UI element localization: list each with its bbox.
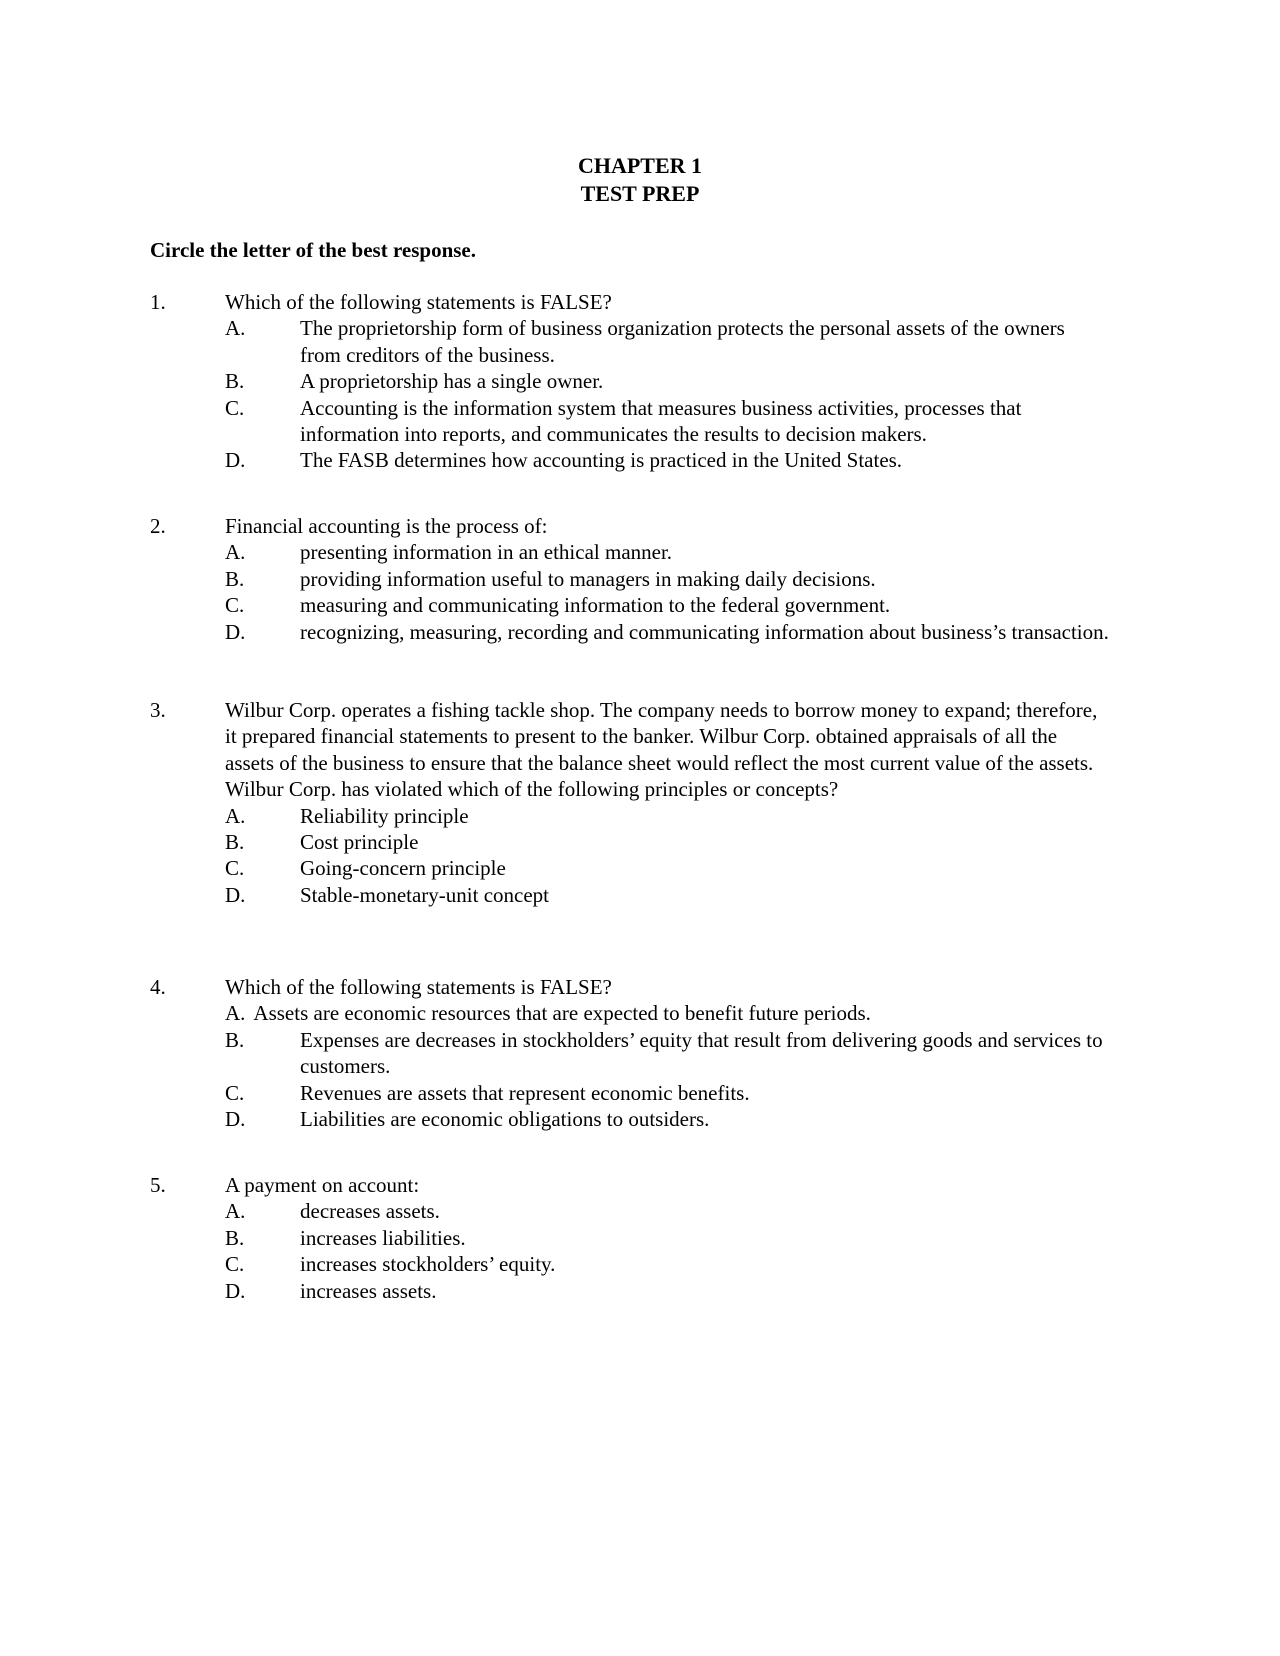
question-text: Financial accounting is the process of: (225, 514, 548, 538)
option-letter: D. (225, 882, 246, 907)
option-letter: D. (225, 1107, 246, 1132)
question-number: 4. (150, 975, 166, 999)
answer-options (150, 315, 1110, 473)
option-text: Accounting is the information system that measures business activities, processes that information into reports, and communicates the results to decision makers. (300, 395, 1022, 447)
option-text: Going-concern principle (300, 856, 506, 881)
question-text: Which of the following statements is FALSE? (225, 290, 612, 314)
option-text: Cost principle (300, 830, 419, 855)
option-c[interactable] (150, 395, 1110, 448)
question-5 (150, 1172, 1110, 1304)
option-text: increases stockholders’ equity. (300, 1252, 556, 1277)
option-b[interactable] (150, 829, 1110, 855)
option-text: providing information useful to managers in making daily decisions. (300, 566, 876, 591)
question-1 (150, 289, 1110, 474)
question-2 (150, 513, 1110, 645)
option-text: Expenses are decreases in stockholders’ equity that result from delivering goods and services to customers. (300, 1027, 1103, 1079)
option-letter: B. (225, 1225, 245, 1250)
question-text: Wilbur Corp. operates a fishing tackle shop. The company needs to borrow money to expand; therefore, it prepared financial statements to present to the banker. Wilbur Corp. obtained appraisals of all the assets of the business to ensure that the balance sheet would reflect the most current value of the assets. Wilbur Corp. has violated which of the following principles or concepts? (225, 698, 1098, 802)
question-text: A payment on account: (225, 1173, 420, 1197)
option-b[interactable] (150, 1225, 1110, 1251)
question-text: Which of the following statements is FALSE? (225, 975, 612, 999)
question-4 (150, 974, 1110, 1132)
answer-options (150, 1198, 1110, 1304)
answer-options (150, 539, 1110, 645)
option-letter: A. (225, 540, 246, 565)
option-letter: C. (225, 856, 245, 881)
option-letter: B. (225, 566, 245, 591)
question-stem (150, 513, 1110, 539)
question-3 (150, 697, 1110, 908)
question-number: 2. (150, 514, 166, 538)
option-d[interactable] (150, 447, 1110, 473)
option-text: The FASB determines how accounting is practiced in the United States. (300, 448, 903, 473)
option-letter: A. (225, 1001, 246, 1026)
option-a[interactable] (150, 1000, 1110, 1026)
option-text: presenting information in an ethical manner. (300, 540, 673, 565)
instruction-text: Circle the letter of the best response. (150, 238, 477, 262)
option-letter: B. (225, 369, 245, 394)
option-a[interactable] (150, 1198, 1110, 1224)
question-number: 3. (150, 698, 166, 722)
option-letter: C. (225, 593, 245, 618)
option-d[interactable] (150, 1278, 1110, 1304)
option-text: Stable-monetary-unit concept (300, 882, 549, 907)
option-a[interactable] (150, 315, 1110, 368)
option-text: Revenues are assets that represent economic benefits. (300, 1080, 750, 1105)
option-letter: D. (225, 1278, 246, 1303)
option-c[interactable] (150, 592, 1110, 618)
chapter-heading: CHAPTER 1 (577, 153, 703, 178)
option-b[interactable] (150, 566, 1110, 592)
option-letter: D. (225, 448, 246, 473)
option-letter: B. (225, 1027, 245, 1052)
option-text: Assets are economic resources that are expected to benefit future periods. (253, 1001, 871, 1026)
option-text: decreases assets. (300, 1199, 440, 1224)
option-text: Liabilities are economic obligations to outsiders. (300, 1107, 710, 1132)
question-number: 5. (150, 1173, 166, 1197)
option-letter: A. (225, 316, 246, 341)
option-letter: C. (225, 395, 245, 420)
option-text: recognizing, measuring, recording and communicating information about business’s transaction. (300, 619, 1109, 644)
option-d[interactable] (150, 619, 1110, 645)
question-stem (150, 974, 1110, 1000)
question-stem (150, 697, 1110, 803)
question-stem (150, 289, 1110, 315)
option-c[interactable] (150, 855, 1110, 881)
option-a[interactable] (150, 539, 1110, 565)
option-b[interactable] (150, 368, 1110, 394)
option-text: The proprietorship form of business organization protects the personal assets of the owners from creditors of the business. (300, 316, 1065, 367)
option-text: Reliability principle (300, 803, 469, 828)
option-letter: C. (225, 1252, 245, 1277)
option-text: measuring and communicating information to the federal government. (300, 593, 891, 618)
answer-options (150, 803, 1110, 909)
option-c[interactable] (150, 1251, 1110, 1277)
option-text: increases liabilities. (300, 1225, 466, 1250)
option-text: A proprietorship has a single owner. (300, 369, 604, 394)
option-letter: A. (225, 1199, 246, 1224)
option-letter: B. (225, 830, 245, 855)
test-prep-heading: TEST PREP (580, 181, 700, 206)
answer-options (150, 1000, 1110, 1132)
option-text: increases assets. (300, 1278, 437, 1303)
option-d[interactable] (150, 882, 1110, 908)
option-letter: A. (225, 803, 246, 828)
option-d[interactable] (150, 1106, 1110, 1132)
option-c[interactable] (150, 1080, 1110, 1106)
option-a[interactable] (150, 803, 1110, 829)
question-stem (150, 1172, 1110, 1198)
option-letter: C. (225, 1080, 245, 1105)
option-letter: D. (225, 619, 246, 644)
option-b[interactable] (150, 1027, 1110, 1080)
question-number: 1. (150, 290, 166, 314)
